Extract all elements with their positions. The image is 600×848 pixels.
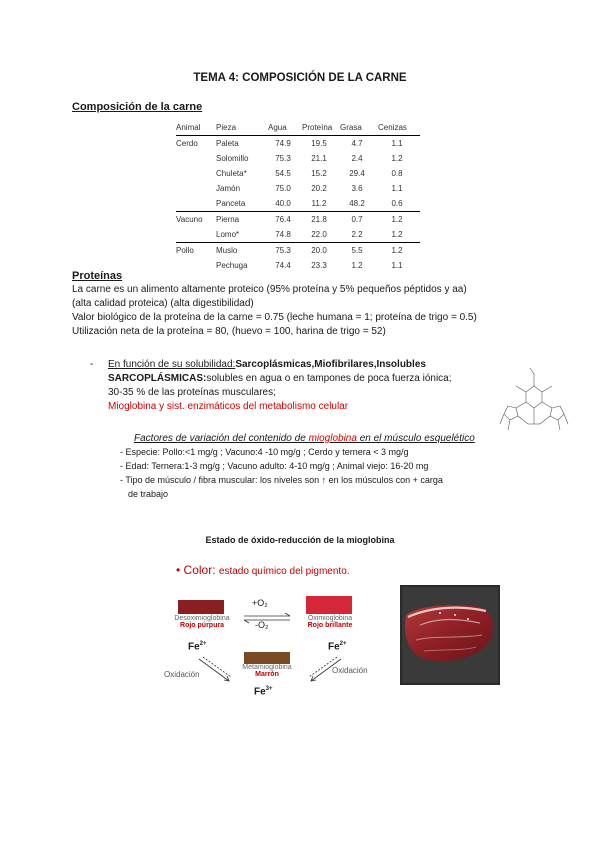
- fe2-right-symbol: Fe: [328, 641, 340, 653]
- factors-prefix: Factores de variación del contenido de: [134, 433, 309, 444]
- protein-types: Sarcoplásmicas,Miofibrilares,Insolubles: [235, 359, 426, 370]
- animal-cell: [176, 196, 216, 212]
- value-cell: 20.2: [311, 184, 327, 193]
- factor-age: - Edad: Ternera:1-3 mg/g ; Vacuno adulto: 4-10 mg/g ; Animal viejo: 16-20 mg: [120, 461, 429, 471]
- column-header: Proteína: [302, 122, 340, 136]
- heme-structure-diagram: [498, 362, 570, 438]
- factors-heading: [134, 432, 475, 445]
- oxidation-label-right: Oxidación: [332, 666, 368, 675]
- value-cell: 1.2: [351, 261, 363, 270]
- o2-equilibrium-arrows: [240, 600, 296, 640]
- animal-cell: [176, 151, 216, 166]
- table-body: [176, 136, 420, 274]
- table-header-row: [176, 122, 420, 136]
- bullet-marker: -: [90, 359, 94, 370]
- value-cell: 21.8: [311, 215, 327, 224]
- value-cell: 0.7: [351, 215, 363, 224]
- myoglobin-line: Mioglobina y sist. enzimáticos del metabolismo celular: [108, 401, 349, 412]
- value-cell: 54.5: [275, 169, 291, 178]
- sarco-text: solubles en agua o en tampones de poca fuerza iónica;: [206, 373, 452, 384]
- composition-table: [176, 122, 420, 273]
- table-row: [176, 166, 420, 181]
- table-row: [176, 258, 420, 273]
- value-cell: 5.5: [351, 246, 363, 255]
- factor-species: - Especie: Pollo:<1 mg/g ; Vacuno:4 -10 mg/g ; Cerdo y ternera < 3 mg/g: [120, 447, 409, 457]
- deoxymyoglobin-label: [162, 615, 242, 629]
- column-header: Grasa: [340, 122, 378, 136]
- value-cell: 1.1: [391, 261, 403, 270]
- value-cell: 2.4: [351, 154, 363, 163]
- value-cell: 76.4: [275, 215, 291, 224]
- value-cell: 0.8: [391, 169, 403, 178]
- solubility-intro: En función de su solubilidad:: [108, 359, 236, 370]
- color-bullet: [176, 563, 350, 577]
- table-row: [176, 181, 420, 196]
- fe3-symbol: Fe: [254, 686, 266, 698]
- fe3-charge: 3+: [265, 686, 273, 692]
- oxymyoglobin-swatch: [306, 596, 352, 614]
- column-header: Cenizas: [378, 122, 420, 136]
- column-header: Pieza: [216, 122, 268, 136]
- factor-muscle-type-cont: de trabajo: [128, 489, 169, 499]
- page-title: TEMA 4: COMPOSICIÓN DE LA CARNE: [193, 72, 407, 84]
- animal-cell: [176, 258, 216, 273]
- sarco-label: SARCOPLÁSMICAS:: [108, 373, 207, 384]
- column-header: Agua: [268, 122, 302, 136]
- column-header: Animal: [176, 122, 216, 136]
- deoxymyoglobin-color: Rojo púrpura: [180, 622, 224, 629]
- value-cell: 1.1: [391, 139, 403, 148]
- value-cell: 74.4: [275, 261, 291, 270]
- piece-cell: Pierna: [216, 215, 240, 224]
- color-label: Color:: [183, 563, 216, 577]
- factors-highlight: mioglobina: [308, 433, 357, 444]
- animal-cell: Vacuno: [176, 215, 203, 224]
- animal-cell: [176, 227, 216, 243]
- protein-line-3: Valor biológico de la proteína de la carne = 0.75 (leche humana = 1; proteína de trigo = 0.5): [72, 312, 477, 323]
- value-cell: 75.3: [275, 154, 291, 163]
- factor-muscle-type: - Tipo de músculo / fibra muscular: los niveles son ↑ en los músculos con + carga: [120, 475, 443, 485]
- value-cell: 0.6: [378, 196, 420, 212]
- value-cell: 4.7: [351, 139, 363, 148]
- fe2-left-symbol: Fe: [188, 641, 200, 653]
- animal-cell: Cerdo: [176, 139, 198, 148]
- table-row: [176, 136, 420, 152]
- value-cell: 1.2: [378, 227, 420, 243]
- value-cell: 1.2: [391, 215, 403, 224]
- oxymyoglobin-name: Oximioglobina: [307, 615, 353, 622]
- value-cell: 3.6: [351, 184, 363, 193]
- bullet-dot: •: [176, 563, 181, 577]
- table-row: [176, 212, 420, 228]
- fe2-right: [328, 641, 347, 652]
- table-row: [176, 227, 420, 243]
- deoxymyoglobin-name: Desoximioglobina: [174, 615, 230, 622]
- figure-title: Estado de óxido-reducción de la mioglobina: [205, 535, 395, 545]
- piece-cell: Jamón: [216, 184, 241, 193]
- value-cell: 74.9: [275, 139, 291, 148]
- value-cell: 1.1: [391, 184, 403, 193]
- animal-cell: [176, 166, 216, 181]
- value-cell: 75.3: [275, 246, 291, 255]
- value-cell: 11.2: [302, 196, 340, 212]
- factors-suffix: en el músculo esquelético: [356, 433, 475, 444]
- meat-photo: [400, 585, 500, 685]
- protein-line-2: (alta calidad proteica) (alta digestibilidad): [72, 298, 254, 309]
- piece-cell: Pechuga: [216, 261, 248, 270]
- value-cell: 15.2: [311, 169, 327, 178]
- value-cell: 20.0: [311, 246, 327, 255]
- table-row: [176, 196, 420, 212]
- value-cell: 2.2: [340, 227, 378, 243]
- metmyoglobin-name: Metamioglobina: [242, 664, 292, 671]
- value-cell: 23.3: [311, 261, 327, 270]
- value-cell: 1.2: [391, 154, 403, 163]
- fe2-left: [188, 641, 207, 652]
- deoxymyoglobin-swatch: [178, 600, 224, 614]
- protein-line-1: La carne es un alimento altamente proteico (95% proteína y 5% pequeños péptidos y aa): [72, 284, 467, 295]
- table-row: [176, 243, 420, 259]
- percent-line: 30-35 % de las proteínas musculares;: [108, 387, 276, 398]
- oxymyoglobin-label: [290, 615, 370, 629]
- piece-cell: Muslo: [216, 246, 238, 255]
- value-cell: 40.0: [268, 196, 302, 212]
- oxymyoglobin-color: Rojo brillante: [307, 622, 353, 629]
- value-cell: 1.2: [391, 246, 403, 255]
- fe2-left-charge: 2+: [199, 641, 207, 647]
- piece-cell: Paleta: [216, 139, 239, 148]
- piece-cell: Solomillo: [216, 154, 249, 163]
- piece-cell: Chuleta*: [216, 169, 247, 178]
- value-cell: 75.0: [275, 184, 291, 193]
- solubility-line: [108, 358, 426, 371]
- sarco-line: [108, 372, 452, 385]
- animal-cell: Pollo: [176, 246, 194, 255]
- minus-o2-label: -O₂: [255, 620, 269, 630]
- fe2-right-charge: 2+: [339, 641, 347, 647]
- fe3: [254, 686, 273, 697]
- value-cell: 19.5: [311, 139, 327, 148]
- animal-cell: [176, 181, 216, 196]
- value-cell: 21.1: [311, 154, 327, 163]
- table-row: [176, 151, 420, 166]
- value-cell: 29.4: [349, 169, 365, 178]
- plus-o2-label: +O₂: [252, 598, 268, 608]
- metmyoglobin-swatch: [244, 652, 290, 664]
- value-cell: 74.8: [268, 227, 302, 243]
- value-cell: 48.2: [340, 196, 378, 212]
- piece-cell: Panceta: [216, 196, 268, 212]
- metmyoglobin-label: [227, 664, 307, 678]
- composition-heading: Composición de la carne: [72, 101, 203, 113]
- color-text: estado químico del pigmento.: [218, 566, 350, 577]
- metmyoglobin-color: Marrón: [255, 671, 279, 678]
- proteins-heading: Proteínas: [72, 270, 123, 282]
- oxidation-label-left: Oxidación: [164, 670, 200, 679]
- value-cell: 22.0: [302, 227, 340, 243]
- piece-cell: Lomo*: [216, 227, 268, 243]
- protein-line-4: Utilización neta de la proteína = 80, (huevo = 100, harina de trigo = 52): [72, 326, 386, 337]
